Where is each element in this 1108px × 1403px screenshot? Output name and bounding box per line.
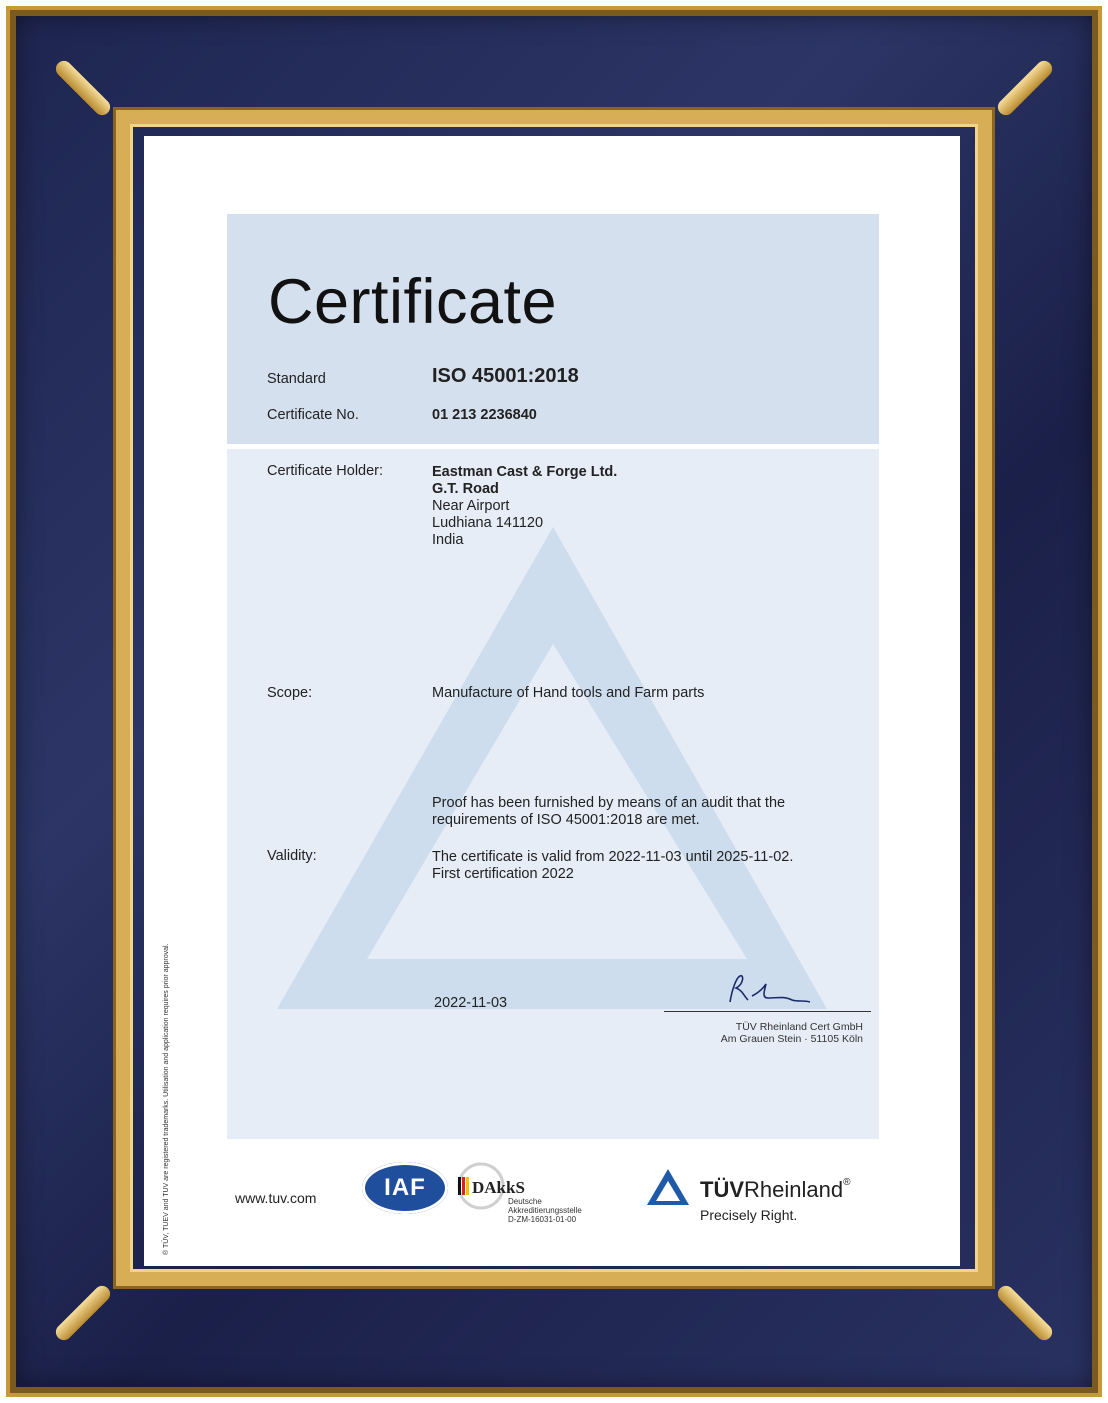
signature-line [664, 1011, 871, 1012]
holder-label: Certificate Holder: [267, 463, 384, 479]
frame-corner-ornament [53, 1283, 114, 1344]
website-url: www.tuv.com [235, 1190, 317, 1206]
issuer-address [721, 1021, 863, 1045]
certificate-title: Certificate [268, 267, 558, 337]
scope-label: Scope: [267, 685, 313, 701]
standard-value: ISO 45001:2018 [432, 365, 579, 387]
dakks-line: D-ZM-16031-01-00 [508, 1215, 577, 1224]
tuv-brand-bold: TÜV [700, 1177, 744, 1202]
holder-line: Eastman Cast & Forge Ltd. [432, 464, 618, 480]
validity-line: First certification 2022 [432, 866, 574, 882]
certificate-number-value: 01 213 2236840 [432, 407, 537, 423]
dakks-line: Akkreditierungsstelle [508, 1206, 582, 1215]
frame-corner-ornament [995, 1283, 1056, 1344]
dakks-name: DAkkS [472, 1178, 525, 1197]
holder-line: Ludhiana 141120 [432, 515, 544, 531]
audit-statement [432, 795, 785, 829]
holder-line: India [432, 532, 464, 548]
audit-line: requirements of ISO 45001:2018 are met. [432, 812, 700, 828]
issuer-line: Am Grauen Stein · 51105 Köln [720, 1033, 863, 1045]
issuer-line: TÜV Rheinland Cert GmbH [735, 1021, 863, 1033]
frame-corner-ornament [995, 58, 1056, 119]
standard-label: Standard [267, 371, 326, 387]
tuv-tagline: Precisely Right. [700, 1207, 798, 1223]
dakks-line: Deutsche [508, 1197, 542, 1206]
validity-value [432, 849, 793, 883]
holder-line: Near Airport [432, 498, 510, 514]
tuv-rheinland-brand [700, 1177, 850, 1203]
tuv-triangle-logo-icon [645, 1167, 691, 1207]
iaf-logo-icon [362, 1162, 448, 1214]
holder-line: G.T. Road [432, 481, 499, 497]
tuv-registered-mark: ® [843, 1177, 851, 1188]
validity-label: Validity: [267, 848, 317, 864]
validity-line: The certificate is valid from 2022-11-03 until 2025-11-02. [432, 849, 794, 865]
certificate-number-label: Certificate No. [267, 407, 359, 423]
issue-date: 2022-11-03 [434, 995, 508, 1011]
signature-icon [722, 970, 814, 1010]
tuv-brand-rest: Rheinland [744, 1177, 844, 1202]
holder-address [432, 464, 617, 549]
audit-line: Proof has been furnished by means of an audit that the [432, 795, 786, 811]
scope-value: Manufacture of Hand tools and Farm parts [432, 685, 705, 701]
trademark-note: ® TÜV, TUEV and TUV are registered trademarks. Utilisation and application requires prior approval. [163, 943, 170, 1255]
dakks-details [508, 1197, 582, 1224]
frame-corner-ornament [53, 58, 114, 119]
iaf-logo-text: IAF [384, 1174, 426, 1201]
